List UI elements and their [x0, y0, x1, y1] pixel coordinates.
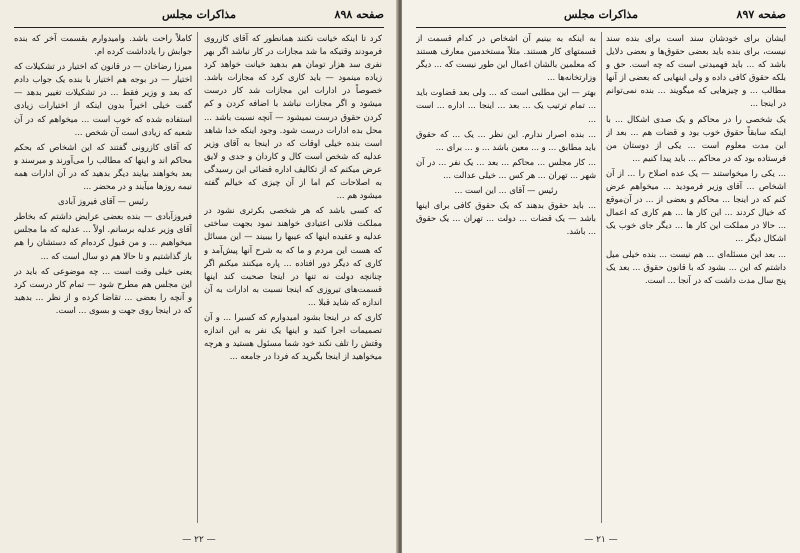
paragraph: ایشان برای خودشان سند است برای بنده سند نیست، برای بنده باید بعضی حقوق‌ها و بعضی دلایل باشد که ... باید فهمیدنی است که چه است. حق و بلکه حقوق کافی داده و ولی اینهایی که بعضی از آنها مطالب ... و چیزهایی که میگویند ... بنده نمی‌توانم در اینجا ... — [606, 33, 786, 109]
paragraph: فیروزآبادی — بنده بعضی عرایض داشتم که بخاطر آقای وزیر عدلیه برسانم. اولاً ... عدلیه که ما مجلس میخواهیم ... و من قبول کرده‌ام که دستشان را هم باز گذاشتیم و تا حالا هم دو سال است که ... — [14, 211, 192, 261]
left-header-rule — [14, 27, 384, 28]
speaker-heading: رئیس — آقای ... این است ... — [454, 185, 558, 196]
paragraph: به اینکه به بینیم آن اشخاص در کدام قسمت از قسمتهای کار هستند. مثلاً مستخدمین معارف هستند که معلمین بالشان اعمال این طور نیست که ... دیگر وزارتخانه‌ها ... — [416, 33, 596, 83]
paragraph: کرد تا اینکه خیانت نکنند همانطور که آقای کازروی فرمودند وقتیکه ما شد مجازات در کار نباشد اگر بهر نفری سد هزار تومان هم بدهید خیانت خواهد کرد زیاده مینمود — باید کاری کرد که مجازات باشد. خصوصاً در ادارات این مجازات شد کار درست میشود و اگر مجازات نباشد با اضافه کردن و کم کردن حقوق درست نمیشود — آنچه نسبت باشد ... محل بده ادارات درست شود. وجود اینکه خدا شاهد است بنده خیلی اوقات که در اینجا به آقای وزیر عدلیه که شخص است کال و کاردان و جدی و لایق عرض میکنم که از تکالیف اداره قضائی این رسیدگی به اصلاحات کم اما از آن چیزی که خیالم گفته میشود هم ... — [204, 33, 382, 201]
left-page — [0, 0, 398, 553]
left-page-header — [14, 8, 384, 26]
right-page-column-right — [606, 32, 786, 525]
right-page-footer: — ۲۱ — — [584, 535, 618, 545]
column-divider — [197, 32, 198, 523]
right-header-rule — [416, 27, 786, 28]
left-page-column-left — [14, 32, 192, 525]
paragraph: ... بعد این مسئله‌ای ... هم نیست ... بنده خیلی میل داشتم که این ... بشود که با قانون حقوق ... بعد یک پنج سال مدت داشت که در آنجا ... است. — [606, 248, 786, 285]
right-page-header — [416, 8, 786, 26]
paragraph: که آقای کازرونی گفتند که این اشخاص که بحکم محاکم اند و اینها که مطالب را می‌آورند و میرسند و بعد بخواهند بیایند دیگر بدهید که در آن ادارات همه نیمه روزها میآیند و در محضر ... — [14, 141, 192, 192]
left-page-column-right — [204, 32, 382, 525]
paragraph: بهتر — این مطلبی است که ... ولی بعد قضاوت باید ... تمام ترتیب یک ... بعد ... اینجا ... اداره ... است ... — [416, 87, 596, 124]
paragraph: کاری که در اینجا بشود امیدوارم که کسیرا ... و آن تصمیمات اجرا کنید و اینها یک نفر به این اندازه وقتش را تلف نکند خود شما مسئول هستید و هرچه میخواهید از اینجا بگیرید که فردا در جامعه ... — [204, 311, 382, 362]
paragraph: یک شخصی را در محاکم و یک صدی اشکال ... با اینکه سابقاً حقوق خوب بود و قضات هم ... بعد از این مدت معلوم است ... یکی از دوستان من فرستاده بود که در محاکم ... باید پیدا کنیم ... — [606, 113, 786, 163]
right-running-title: مذاکرات مجلس — [564, 8, 638, 21]
paragraph: یعنی خیلی وقت است ... چه موضوعی که باید در این مجلس هم مطرح شود — تمام کار درست کرد و آنچه را بعضی ... تقاضا کرده و از نظر ... بدهید که در اینجا روی جهت و بسوی ... است. — [14, 265, 192, 315]
column-divider — [601, 32, 602, 523]
paragraph: میرزا رضاخان — در قانون که اختیار در تشکیلات که اختیار — در بوجه هم اختیار با بنده یک جواب دادم که بعد و وزیر فقط ... در تشکیلات تغییر بدهد — گفت خیلی اخیراً بدون اینکه از اختیارات زیادی استفاده شده که خوب است ... میخواهم که در آن شعبه که زیادی است آن شخص ... — [14, 61, 192, 137]
paragraph: ... بنده اصرار ندارم. این نظر ... یک ... که حقوق باید مطابق ... و ... معین باشد ... و ... برای ... — [416, 128, 596, 152]
paragraph: ... کار مجلس ... محاکم ... بعد ... یک نفر ... در آن شهر ... تهران ... هر کس ... خیلی عدالت ... — [416, 156, 596, 180]
speaker-heading: رئیس — آقای فیروز آبادی — [58, 196, 148, 207]
paragraph: که کسی باشد که هر شخصی بکرتری نشود در مملکت فلانی اعتیادی خواهند نمود بجهت ساختی عدلیه و عقیده اینها که عیبها را بیبیند — این مسائل که هست این مردم و ما که به شرح آنها پیش‌آمد و کاری که دیگر دور افتاده ... پاره میکنند میکنم اگر چنانچه دولت نه تنها در اینجا صحبت کند اینها قسمت‌های تیروزی که اینجا نسبت به ادارات به آن اندازه که شاید قبلا ... — [204, 205, 382, 307]
right-page-number: صفحه ۸۹۷ — [736, 8, 786, 21]
right-page-column-left — [416, 32, 596, 525]
paragraph: ... یکی را میخواستند — یک عده اصلاح را ... از آن اشخاص ... آقای وزیر فرمودید ... میخواهم عرض کنم که در اینجا ... محاکم و بعضی از ... در آن‌موقع که خیال کردند ... این کار ها ... هم کاری که اعمال ... حالا در مملکت این کار ها ... دیگر جای خوب یک اشکال دیگر ... — [606, 167, 786, 244]
left-running-title: مذاکرات مجلس — [162, 8, 236, 21]
left-page-footer: — ۲۲ — — [182, 535, 216, 545]
paragraph: ... باید حقوق بدهند که یک حقوق کافی برای اینها باشد — یک قضات ... دولت ... تهران ... یک حقوق ... باشد. — [416, 200, 596, 237]
paragraph: کاملاً راحت باشد. وامیدوارم بقسمت آخر که بنده جوابش را یادداشت کرده ام. — [14, 33, 192, 57]
right-page — [402, 0, 800, 553]
left-page-number: صفحه ۸۹۸ — [334, 8, 384, 21]
